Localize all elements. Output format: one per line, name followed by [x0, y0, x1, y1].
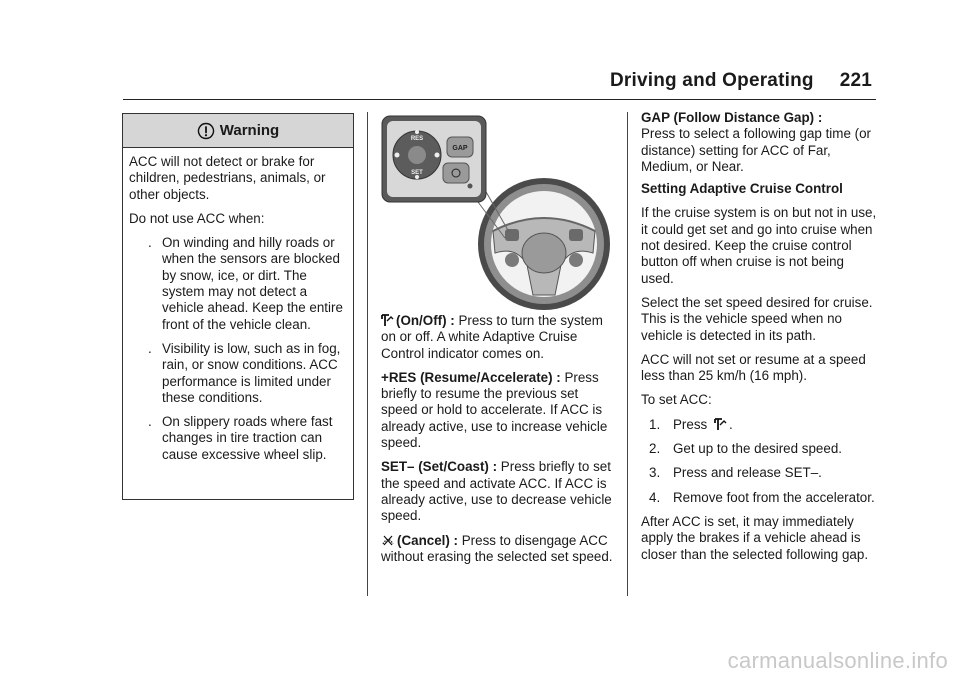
- res-button-label: RES: [410, 136, 424, 142]
- warning-box: [122, 113, 354, 500]
- step-suffix: .: [728, 416, 733, 432]
- steering-wheel-figure: [381, 113, 613, 313]
- warning-body: [123, 148, 353, 463]
- list-item: [129, 414, 345, 463]
- cruise-onoff-icon: [381, 314, 394, 327]
- list-item: [641, 490, 877, 506]
- steps-list: [641, 417, 877, 506]
- control-term: +RES (Resume/Accelerate) :: [381, 369, 561, 385]
- control-term: SET– (Set/Coast) :: [381, 459, 498, 475]
- column-divider-right: [627, 112, 628, 596]
- list-item: [129, 341, 345, 406]
- section-title: Driving and Operating: [609, 70, 814, 91]
- step-number: 2.: [649, 441, 661, 457]
- bullet-mark: .: [148, 235, 152, 251]
- list-item-text: On slippery roads where fast changes in tire traction can cause excessive wheel slip.: [162, 414, 333, 462]
- warning-header: [123, 114, 353, 148]
- body-paragraph: If the cruise system is on but not in use, it could get set and go into cruise when not desired. Keep the cruise control button off when cruise is not being used.: [641, 205, 877, 286]
- control-cancel: [381, 533, 613, 566]
- body-paragraph: To set ACC:: [641, 392, 712, 408]
- step-text: Press: [673, 416, 708, 432]
- control-set: [381, 459, 613, 524]
- list-item: [641, 441, 877, 457]
- header-rule: [123, 99, 876, 100]
- list-item-text: On winding and hilly roads or when the sensors are blocked by snow, ice, or dirt. The system may not detect a vehicle ahead. Keep the entire front of the vehicle clean.: [162, 235, 343, 332]
- column-divider-left: [367, 112, 368, 596]
- step-number: 1.: [649, 416, 661, 432]
- control-res: [381, 370, 613, 451]
- steering-wheel-illustration: [381, 113, 613, 313]
- control-inset: [382, 116, 486, 202]
- cruise-onoff-icon: [714, 418, 727, 431]
- warning-paragraph: ACC will not detect or brake for children, pedestrians, animals, or other objects.: [129, 154, 326, 202]
- list-item: [641, 417, 877, 433]
- middle-column: [381, 113, 613, 573]
- control-onoff: [381, 313, 613, 362]
- step-text: Press and release SET–.: [673, 465, 822, 481]
- body-paragraph: After ACC is set, it may immediately apply the brakes if a vehicle ahead is closer than the selected following gap.: [641, 513, 869, 562]
- page-number: 221: [839, 70, 872, 91]
- control-description: Press briefly to resume the previous set speed or hold to accelerate. If ACC is already active, use to increase vehicle speed.: [381, 369, 608, 451]
- body-paragraph: ACC will not set or resume at a speed less than 25 km/h (16 mph).: [641, 351, 866, 384]
- section-heading: Setting Adaptive Cruise Control: [641, 181, 843, 197]
- control-description: Press to select a following gap time (or distance) setting for ACC of Far, Medium, or Near.: [641, 126, 871, 174]
- control-term: (On/Off) :: [396, 313, 455, 328]
- list-item: [641, 465, 877, 481]
- steering-wheel-image: [478, 178, 610, 310]
- warning-list: [129, 235, 345, 463]
- list-item: [129, 235, 345, 333]
- watermark: carmanualsonline.info: [727, 648, 948, 673]
- page-header: [610, 70, 872, 92]
- bullet-mark: .: [148, 340, 152, 356]
- warning-paragraph: Do not use ACC when:: [129, 210, 265, 226]
- control-term: (Cancel) :: [397, 532, 459, 548]
- controls-descriptions: [381, 313, 613, 565]
- right-column: [641, 110, 877, 571]
- cruise-cancel-icon: [381, 534, 395, 547]
- step-text: Get up to the desired speed.: [673, 441, 842, 457]
- control-description: Press to turn the system on or off. A white Adaptive Cruise Control indicator comes on.: [381, 313, 603, 361]
- bullet-mark: .: [148, 414, 152, 430]
- control-description: Press to disengage ACC without erasing the selected set speed.: [381, 532, 613, 564]
- control-description: Press briefly to set the speed and activate ACC. If ACC is already active, use to decrease vehicle speed.: [381, 459, 612, 524]
- warning-icon: [197, 122, 215, 140]
- list-item-text: Visibility is low, such as in fog, rain, or snow conditions. ACC performance is limited under these conditions.: [162, 340, 341, 405]
- step-number: 3.: [649, 465, 661, 481]
- control-term: GAP (Follow Distance Gap) :: [641, 110, 823, 125]
- gap-button-label: GAP: [452, 145, 468, 152]
- step-text: Remove foot from the accelerator.: [673, 489, 875, 505]
- gap-description: [641, 110, 877, 175]
- body-paragraph: Select the set speed desired for cruise. This is the vehicle speed when no vehicle is detected in its path.: [641, 294, 873, 343]
- set-button-label: SET: [411, 170, 423, 176]
- step-number: 4.: [649, 489, 661, 505]
- warning-title: Warning: [219, 122, 280, 139]
